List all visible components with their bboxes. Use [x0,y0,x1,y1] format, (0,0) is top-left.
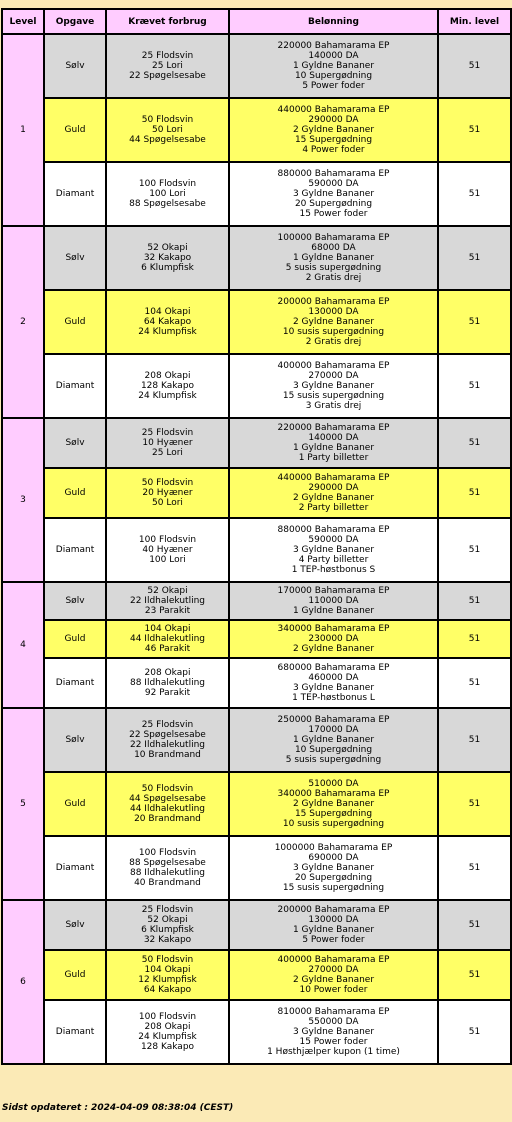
reward-item: 680000 Bahamarama EP [277,663,390,673]
required-item: 50 Flodsvin [141,478,194,488]
reward-item: 3 Gyldne Bananer [292,545,375,555]
header-required: Krævet forbrug [106,9,229,34]
min-level-cell: 51 [438,354,511,418]
required-item: 208 Okapi [144,371,191,381]
reward-item: 270000 DA [308,965,359,975]
min-level-cell: 51 [438,658,511,708]
min-level-cell: 51 [438,1000,511,1064]
required-item: 52 Okapi [147,915,188,925]
reward-item: 400000 Bahamarama EP [277,955,390,965]
reward-item: 110000 DA [308,596,359,606]
required-cell [106,836,229,900]
reward-cell [229,354,438,418]
reward-item: 5 susis supergødning [285,263,382,273]
required-item: 20 Hyæner [142,488,193,498]
required-item: 88 Spøgelsesabe [129,199,206,209]
header-min-level: Min. level [438,9,511,34]
reward-cell [229,226,438,290]
required-item: 100 Flodsvin [138,535,197,545]
reward-item: 10 susis supergødning [282,327,385,337]
task-type-cell: Guld [44,468,106,518]
table-row [2,34,511,98]
required-item: 40 Hyæner [142,545,193,555]
reward-item: 880000 Bahamarama EP [277,525,390,535]
table-row [2,658,511,708]
required-item: 6 Klumpfisk [141,263,194,273]
level-cell: 3 [2,418,44,582]
table-row [2,354,511,418]
table-row [2,620,511,658]
reward-cell [229,950,438,1000]
required-item: 25 Flodsvin [141,51,194,61]
level-cell: 6 [2,900,44,1064]
reward-item: 1 Gyldne Bananer [292,925,375,935]
header-level: Level [2,9,44,34]
min-level-cell: 51 [438,418,511,468]
reward-item: 15 susis supergødning [282,391,385,401]
required-item: 104 Okapi [144,624,191,634]
reward-item: 880000 Bahamarama EP [277,169,390,179]
reward-item: 590000 DA [308,535,359,545]
reward-item: 130000 DA [308,915,359,925]
reward-item: 3 Gyldne Bananer [292,683,375,693]
reward-item: 5 Power foder [302,81,365,91]
reward-item: 340000 Bahamarama EP [277,624,390,634]
table-row [2,418,511,468]
required-item: 52 Okapi [147,243,188,253]
required-item: 24 Klumpfisk [138,391,197,401]
reward-item: 15 Power foder [299,209,368,219]
required-item: 44 Spøgelsesabe [129,794,206,804]
task-type-cell: Guld [44,98,106,162]
reward-item: 250000 Bahamarama EP [277,715,390,725]
required-item: 100 Flodsvin [138,1012,197,1022]
reward-item: 5 Power foder [302,935,365,945]
task-type-cell: Sølv [44,418,106,468]
task-type-cell: Guld [44,290,106,354]
table-row [2,98,511,162]
reward-item: 400000 Bahamarama EP [277,361,390,371]
level-cell: 5 [2,708,44,900]
level-cell: 1 [2,34,44,226]
reward-item: 10 Supergødning [294,71,373,81]
reward-cell [229,708,438,772]
reward-item: 1 TEP-høstbonus S [291,565,376,575]
min-level-cell: 51 [438,290,511,354]
required-item: 32 Kakapo [143,253,192,263]
reward-item: 3 Gyldne Bananer [292,189,375,199]
min-level-cell: 51 [438,162,511,226]
required-cell [106,354,229,418]
required-item: 208 Okapi [144,668,191,678]
reward-item: 15 Supergødning [294,809,373,819]
min-level-cell: 51 [438,468,511,518]
reward-item: 220000 Bahamarama EP [277,423,390,433]
required-item: 104 Okapi [144,307,191,317]
reward-item: 4 Power foder [302,145,365,155]
reward-item: 2 Gyldne Bananer [292,975,375,985]
required-cell [106,950,229,1000]
table-body [2,34,511,1064]
reward-item: 3 Gyldne Bananer [292,1027,375,1037]
reward-item: 2 Gyldne Bananer [292,799,375,809]
required-item: 22 Ildhalekutling [129,596,206,606]
reward-item: 1 Party billetter [298,453,369,463]
required-item: 50 Lori [152,498,183,508]
required-item: 22 Spøgelsesabe [129,730,206,740]
required-item: 25 Lori [152,448,183,458]
required-cell [106,1000,229,1064]
min-level-cell: 51 [438,836,511,900]
required-cell [106,468,229,518]
reward-cell [229,900,438,950]
reward-item: 170000 Bahamarama EP [277,586,390,596]
reward-item: 10 susis supergødning [282,819,385,829]
reward-item: 510000 DA [308,779,359,789]
min-level-cell: 51 [438,98,511,162]
reward-item: 100000 Bahamarama EP [277,233,390,243]
table-row [2,772,511,836]
reward-item: 1 Gyldne Bananer [292,443,375,453]
required-item: 128 Kakapo [140,381,195,391]
required-cell [106,658,229,708]
required-item: 50 Flodsvin [141,115,194,125]
required-cell [106,290,229,354]
reward-item: 20 Supergødning [294,199,373,209]
reward-item: 1 Gyldne Bananer [292,253,375,263]
required-cell [106,226,229,290]
required-item: 44 Spøgelsesabe [129,135,206,145]
reward-cell [229,620,438,658]
reward-item: 690000 DA [308,853,359,863]
header-reward: Belønning [229,9,438,34]
required-item: 10 Hyæner [142,438,193,448]
task-type-cell: Guld [44,620,106,658]
required-item: 24 Klumpfisk [138,327,197,337]
required-item: 25 Flodsvin [141,428,194,438]
required-item: 46 Parakit [144,644,191,654]
last-updated: Sidst opdateret : 2024-04-09 08:38:04 (CEST) [2,1103,234,1113]
task-type-cell: Diamant [44,1000,106,1064]
min-level-cell: 51 [438,900,511,950]
reward-cell [229,836,438,900]
reward-item: 10 Power foder [299,985,368,995]
reward-item: 460000 DA [308,673,359,683]
required-item: 25 Lori [152,61,183,71]
required-cell [106,418,229,468]
reward-item: 1 Gyldne Bananer [292,606,375,616]
level-cell: 4 [2,582,44,708]
reward-item: 15 susis supergødning [282,883,385,893]
reward-item: 1 Gyldne Bananer [292,735,375,745]
min-level-cell: 51 [438,620,511,658]
reward-item: 270000 DA [308,371,359,381]
reward-item: 140000 DA [308,51,359,61]
required-cell [106,582,229,620]
reward-item: 5 susis supergødning [285,755,382,765]
reward-cell [229,1000,438,1064]
task-type-cell: Sølv [44,900,106,950]
min-level-cell: 51 [438,226,511,290]
reward-item: 15 Supergødning [294,135,373,145]
required-item: 100 Lori [149,555,186,565]
reward-item: 2 Gyldne Bananer [292,125,375,135]
required-item: 64 Kakapo [143,317,192,327]
reward-item: 230000 DA [308,634,359,644]
required-cell [106,620,229,658]
required-item: 52 Okapi [147,586,188,596]
required-cell [106,518,229,582]
min-level-cell: 51 [438,772,511,836]
reward-item: 550000 DA [308,1017,359,1027]
min-level-cell: 51 [438,34,511,98]
required-item: 50 Flodsvin [141,955,194,965]
reward-cell [229,418,438,468]
task-type-cell: Diamant [44,162,106,226]
rewards-table [1,8,512,1065]
required-item: 100 Flodsvin [138,179,197,189]
required-item: 88 Ildhalekutling [129,868,206,878]
required-item: 92 Parakit [144,688,191,698]
required-item: 50 Lori [152,125,183,135]
task-type-cell: Diamant [44,658,106,708]
reward-item: 3 Gyldne Bananer [292,381,375,391]
required-item: 24 Klumpfisk [138,1032,197,1042]
reward-cell [229,772,438,836]
required-item: 44 Ildhalekutling [129,634,206,644]
reward-item: 4 Party billetter [298,555,369,565]
reward-cell [229,162,438,226]
reward-cell [229,658,438,708]
table-row [2,950,511,1000]
required-cell [106,34,229,98]
table-row [2,900,511,950]
reward-item: 170000 DA [308,725,359,735]
reward-item: 130000 DA [308,307,359,317]
header-row [2,9,511,34]
required-item: 32 Kakapo [143,935,192,945]
task-type-cell: Sølv [44,708,106,772]
reward-item: 140000 DA [308,433,359,443]
table-row [2,1000,511,1064]
required-item: 12 Klumpfisk [138,975,197,985]
task-type-cell: Diamant [44,518,106,582]
required-item: 25 Flodsvin [141,905,194,915]
required-item: 10 Brandmand [134,750,201,760]
reward-item: 3 Gyldne Bananer [292,863,375,873]
task-type-cell: Guld [44,772,106,836]
reward-item: 290000 DA [308,483,359,493]
min-level-cell: 51 [438,518,511,582]
table-row [2,290,511,354]
reward-item: 1 TEP-høstbonus L [292,693,375,703]
reward-item: 20 Supergødning [294,873,373,883]
required-item: 6 Klumpfisk [141,925,194,935]
reward-item: 590000 DA [308,179,359,189]
table-row [2,226,511,290]
task-type-cell: Sølv [44,34,106,98]
required-item: 88 Ildhalekutling [129,678,206,688]
required-item: 20 Brandmand [134,814,201,824]
min-level-cell: 51 [438,582,511,620]
table-row [2,582,511,620]
reward-item: 2 Gratis drej [305,337,362,347]
required-item: 100 Flodsvin [138,848,197,858]
task-type-cell: Guld [44,950,106,1000]
header-task: Opgave [44,9,106,34]
required-cell [106,708,229,772]
reward-cell [229,518,438,582]
reward-item: 2 Gratis drej [305,273,362,283]
task-type-cell: Diamant [44,836,106,900]
required-cell [106,772,229,836]
reward-item: 10 Supergødning [294,745,373,755]
reward-item: 440000 Bahamarama EP [277,473,390,483]
required-item: 44 Ildhalekutling [129,804,206,814]
reward-item: 220000 Bahamarama EP [277,41,390,51]
required-item: 128 Kakapo [140,1042,195,1052]
required-item: 22 Ildhalekutling [129,740,206,750]
reward-item: 3 Gratis drej [305,401,362,411]
required-item: 25 Flodsvin [141,720,194,730]
required-item: 50 Flodsvin [141,784,194,794]
min-level-cell: 51 [438,950,511,1000]
required-item: 64 Kakapo [143,985,192,995]
level-cell: 2 [2,226,44,418]
required-item: 40 Brandmand [134,878,201,888]
reward-item: 2 Gyldne Bananer [292,493,375,503]
reward-item: 200000 Bahamarama EP [277,297,390,307]
task-type-cell: Sølv [44,226,106,290]
required-cell [106,162,229,226]
required-item: 22 Spøgelsesabe [129,71,206,81]
reward-item: 440000 Bahamarama EP [277,105,390,115]
reward-cell [229,468,438,518]
reward-item: 810000 Bahamarama EP [277,1007,390,1017]
reward-item: 2 Gyldne Bananer [292,644,375,654]
reward-item: 2 Party billetter [298,503,369,513]
required-item: 23 Parakit [144,606,191,616]
table-row [2,836,511,900]
table-row [2,162,511,226]
table-row [2,468,511,518]
required-item: 100 Lori [149,189,186,199]
reward-cell [229,290,438,354]
min-level-cell: 51 [438,708,511,772]
reward-item: 340000 Bahamarama EP [277,789,390,799]
required-item: 208 Okapi [144,1022,191,1032]
required-item: 88 Spøgelsesabe [129,858,206,868]
reward-item: 290000 DA [308,115,359,125]
reward-item: 15 Power foder [299,1037,368,1047]
reward-item: 1000000 Bahamarama EP [274,843,393,853]
reward-cell [229,98,438,162]
reward-cell [229,582,438,620]
table-row [2,708,511,772]
reward-item: 68000 DA [311,243,356,253]
reward-item: 2 Gyldne Bananer [292,317,375,327]
task-type-cell: Diamant [44,354,106,418]
required-item: 104 Okapi [144,965,191,975]
required-cell [106,98,229,162]
reward-item: 1 Gyldne Bananer [292,61,375,71]
required-cell [106,900,229,950]
reward-item: 200000 Bahamarama EP [277,905,390,915]
table-row [2,518,511,582]
task-type-cell: Sølv [44,582,106,620]
reward-item: 1 Høsthjælper kupon (1 time) [267,1047,400,1057]
reward-cell [229,34,438,98]
